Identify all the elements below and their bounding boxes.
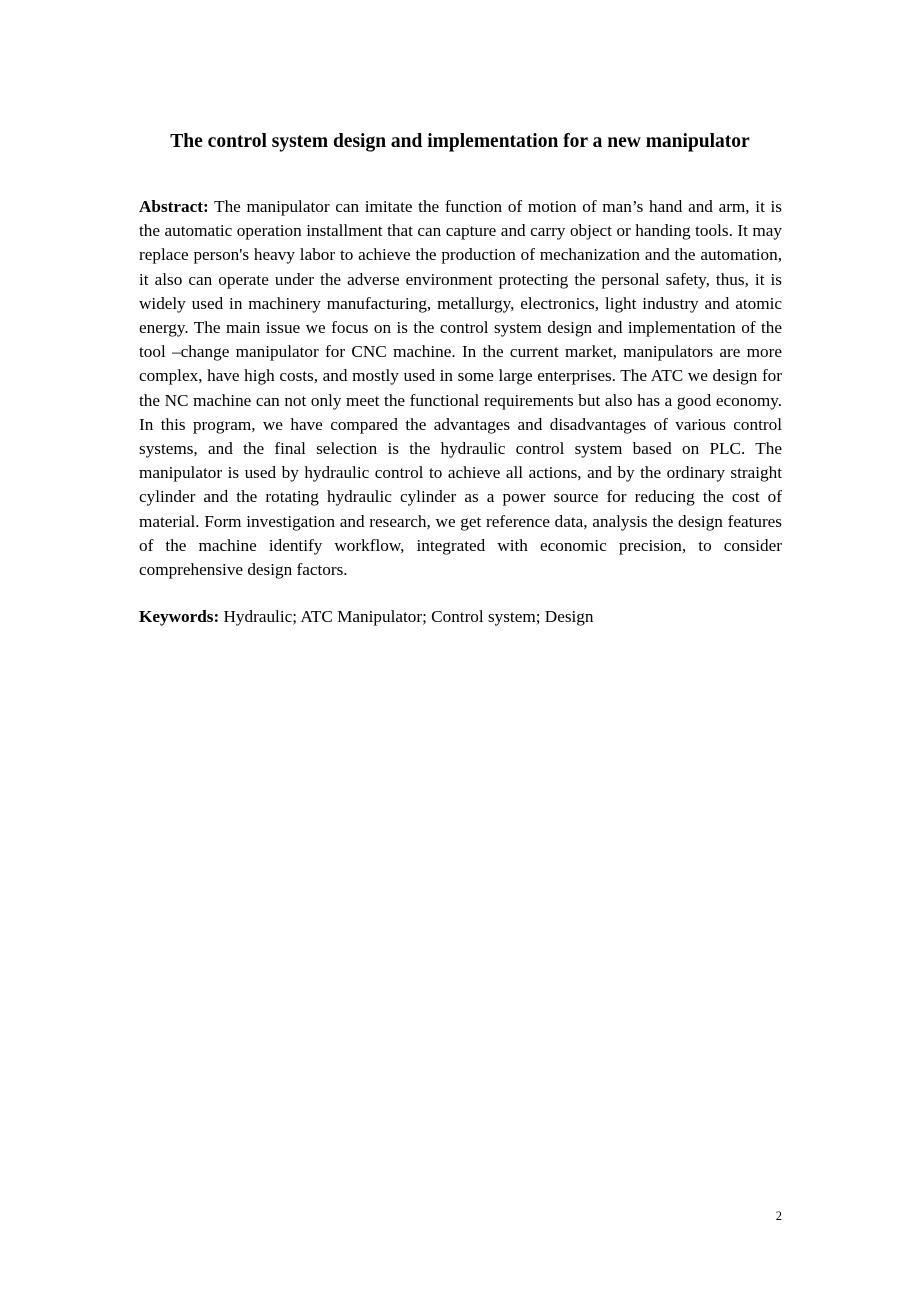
abstract-paragraph (139, 195, 782, 582)
abstract-label: Abstract: (139, 197, 209, 216)
keywords-label: Keywords: (139, 607, 220, 626)
paper-title: The control system design and implementation for a new manipulator (170, 131, 750, 152)
keywords-text: Hydraulic; ATC Manipulator; Control system; Design (223, 607, 594, 626)
page-number: 2 (775, 1209, 782, 1223)
keywords-line (139, 605, 782, 629)
abstract-text: The manipulator can imitate the function of motion of man’s hand and arm, it is the automatic operation installment that can capture and carry object or handing tools. It may replace person's heavy labor to achieve the production of mechanization and the automation, it also can operate under the adverse environment protecting the personal safety, thus, it is widely used in machinery manufacturing, metallurgy, electronics, light industry and atomic energy. The main issue we focus on is the control system design and implementation of the tool –change manipulator for CNC machine. In the current market, manipulators are more complex, have high costs, and mostly used in some large enterprises. The ATC we design for the NC machine can not only meet the functional requirements but also has a good economy. In this program, we have compared the advantages and disadvantages of various control systems, and the final selection is the hydraulic control system based on PLC. The manipulator is used by hydraulic control to achieve all actions, and by the ordinary straight cylinder and the rotating hydraulic cylinder as a power source for reducing the cost of material. Form investigation and research, we get reference data, analysis the design features of the machine identify workflow, integrated with economic precision, to consider comprehensive design factors. (139, 197, 782, 580)
